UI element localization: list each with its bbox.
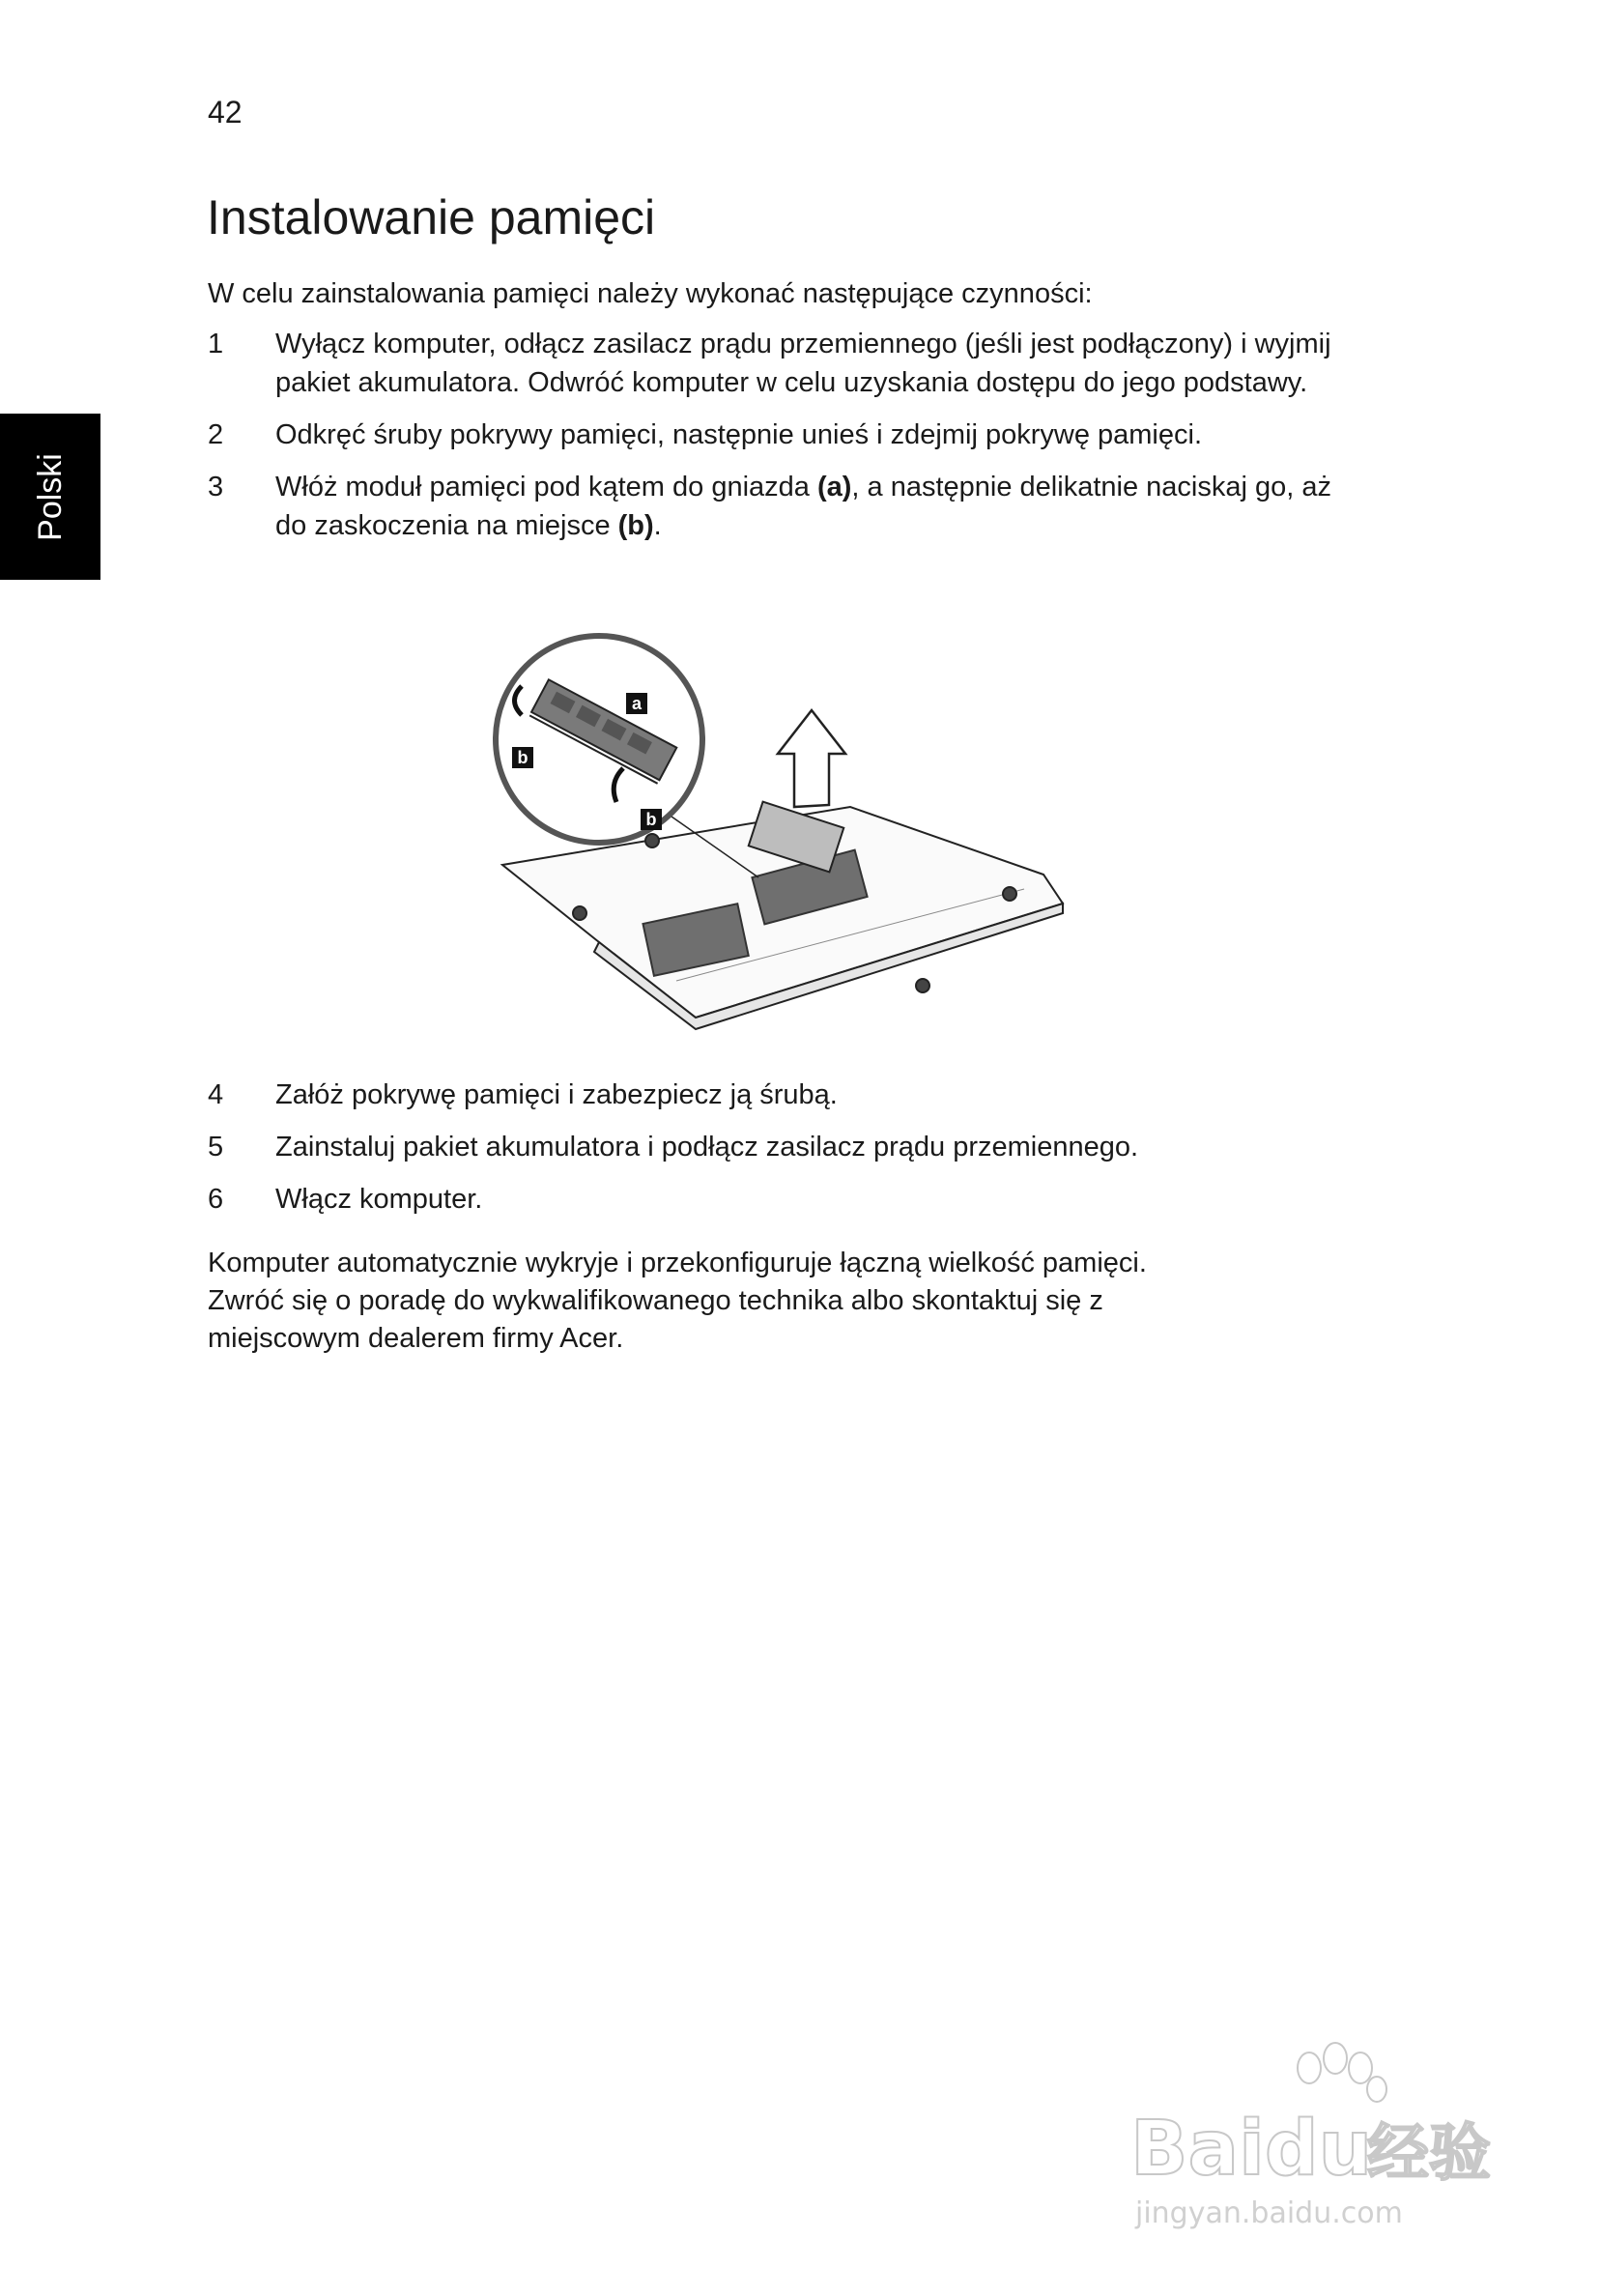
label-a-bold: (a): [816, 472, 852, 502]
step-text: Załóż pokrywę pamięci i zabezpiecz ją śrubą.: [275, 1079, 838, 1110]
callout-label-b: b: [517, 748, 529, 767]
watermark-url: jingyan.baidu.com: [1135, 2196, 1403, 2230]
step-text-part: Włóż moduł pamięci pod kątem do gniazda: [275, 472, 817, 502]
memory-install-illustration: [483, 623, 1082, 1039]
step-number: 5: [208, 1132, 224, 1162]
step-number: 2: [208, 419, 224, 450]
step-text: Zainstaluj pakiet akumulatora i podłącz zasilacz prądu przemiennego.: [275, 1132, 1139, 1162]
baidu-watermark: [1111, 2029, 1517, 2242]
step-item: [208, 1076, 1367, 1114]
callout-label-b: b: [645, 810, 657, 829]
step-text-part: , a następnie delikatnie naciskaj go, aż do zaskoczenia na miejsce: [275, 472, 1331, 541]
step-number: 3: [208, 472, 224, 502]
step-text: Włącz komputer.: [275, 1184, 483, 1215]
closing-line: Komputer automatycznie wykryje i przekonfiguruje łączną wielkość pamięci.: [208, 1248, 1147, 1278]
intro-text: W celu zainstalowania pamięci należy wykonać następujące czynności:: [208, 278, 1093, 309]
watermark-brand: Baidu: [1130, 2106, 1373, 2193]
label-b-bold: (b): [617, 510, 654, 541]
step-text: [275, 472, 1331, 541]
step-text: Wyłącz komputer, odłącz zasilacz prądu przemiennego (jeśli jest podłączony) i wyjmij pakiet akumulatora. Odwróć komputer w celu uzyskania dostępu do jego podstawy.: [275, 329, 1331, 398]
page-number: 42: [208, 95, 243, 129]
closing-line: miejscowym dealerem firmy Acer.: [208, 1323, 624, 1354]
language-side-tab: [0, 414, 100, 580]
watermark-brand-cn: 经验: [1367, 2118, 1491, 2190]
step-number: 1: [208, 329, 224, 359]
closing-paragraph: [208, 1245, 1367, 1358]
language-label: Polski: [31, 452, 69, 541]
step-item: [208, 1128, 1367, 1166]
closing-line: Zwróć się o poradę do wykwalifikowanego technika albo skontaktuj się z: [208, 1285, 1103, 1316]
step-item: [208, 325, 1367, 402]
step-text-part: .: [653, 510, 662, 541]
paw-icon: [1298, 2043, 1386, 2102]
steps-list-after-figure: [208, 1076, 1367, 1232]
steps-list-before-figure: [208, 325, 1367, 559]
step-item: [208, 1180, 1367, 1219]
step-number: 6: [208, 1184, 224, 1215]
lift-arrow-icon: [778, 710, 845, 807]
step-item: [208, 468, 1367, 545]
step-text: Odkręć śruby pokrywy pamięci, następnie unieś i zdejmij pokrywę pamięci.: [275, 419, 1202, 450]
step-item: [208, 416, 1367, 454]
step-number: 4: [208, 1079, 224, 1110]
page-title: Instalowanie pamięci: [207, 190, 656, 244]
callout-label-a: a: [631, 694, 643, 713]
